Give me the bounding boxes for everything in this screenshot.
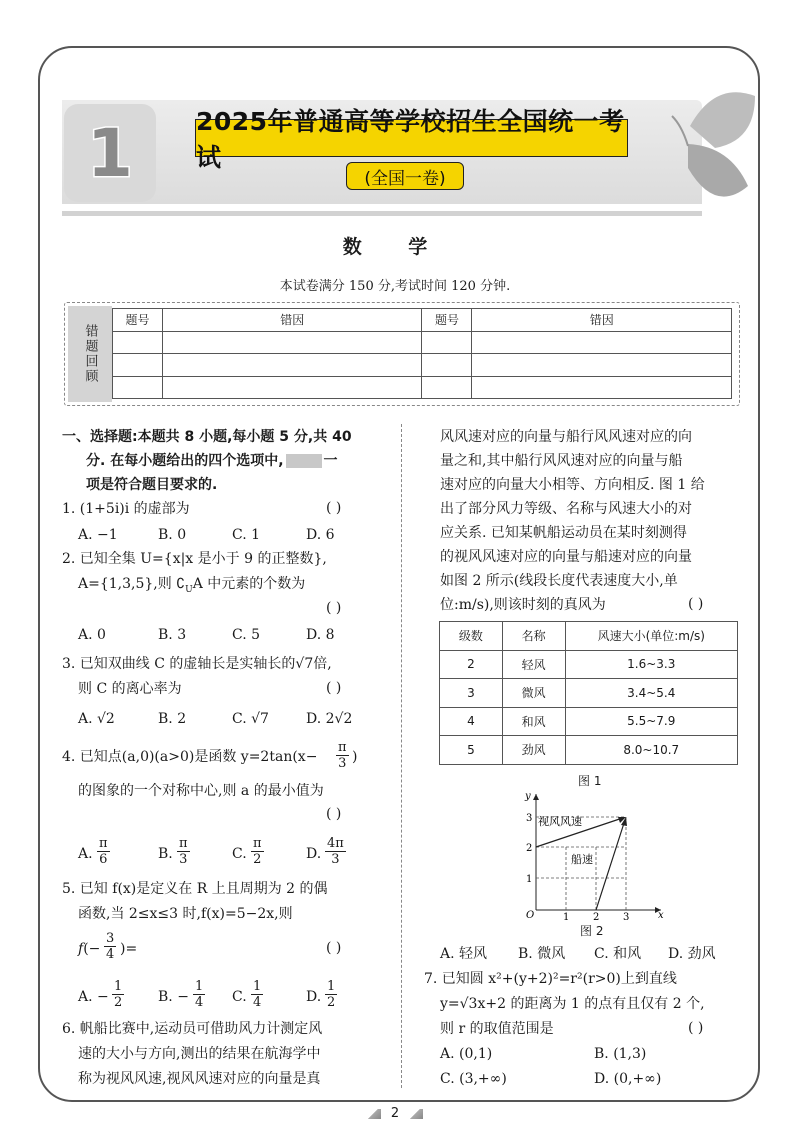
wind-scale-table bbox=[439, 621, 738, 765]
q6-answer-paren[interactable]: ( ) bbox=[688, 596, 704, 612]
q5-option-c-label[interactable]: C. bbox=[232, 989, 247, 1005]
page-number: 2 bbox=[390, 1106, 400, 1121]
q4-fraction: $\frac{\pi}{3}$ bbox=[338, 740, 347, 771]
q4-stem-line1: 4. 已知点(a,0)(a>0)是函数 y=2tan(x− bbox=[62, 749, 318, 765]
chapter-number: 1 bbox=[87, 114, 133, 192]
redacted-mark bbox=[286, 454, 322, 468]
exam-title: 2025年普通高等学校招生全国统一考试 bbox=[196, 107, 625, 172]
q3-option-b[interactable]: B. 2 bbox=[158, 711, 187, 727]
header-error-cause: 错因 bbox=[162, 309, 422, 332]
header-divider bbox=[62, 211, 702, 216]
vector-graph bbox=[516, 790, 666, 920]
q4-option-d-value: $\frac{4\pi}{3}$ bbox=[327, 836, 344, 867]
q5-option-c-value: $\frac{1}{4}$ bbox=[253, 979, 262, 1010]
x-tick-label: 1 bbox=[563, 912, 570, 920]
q7-stem-line3: 则 r 的取值范围是 bbox=[440, 1021, 554, 1037]
q4-answer-paren[interactable]: ( ) bbox=[326, 806, 342, 822]
q1-answer-paren[interactable]: ( ) bbox=[326, 500, 342, 516]
chapter-badge bbox=[64, 104, 156, 202]
q2-stem-line2: A={1,3,5},则 $∁_UA$ 中元素的个数为 bbox=[78, 576, 306, 595]
q3-option-c[interactable]: C. √7 bbox=[232, 711, 269, 727]
q3-stem-line1: 3. 已知双曲线 C 的虚轴长是实轴长的√7倍, bbox=[62, 656, 332, 672]
q7-option-b[interactable]: B. (1,3) bbox=[594, 1046, 647, 1062]
q6-stem-right-6: 的视风风速对应的向量与船速对应的向量 bbox=[440, 549, 692, 565]
table-row: 3 微风 3.4~5.4 bbox=[440, 679, 738, 708]
q4-option-d-label[interactable]: D. bbox=[306, 846, 322, 862]
q6-stem-left-2: 速的大小与方向,测出的结果在航海学中 bbox=[78, 1046, 321, 1062]
q4-option-c-label[interactable]: C. bbox=[232, 846, 247, 862]
exam-subtitle: (全国一卷) bbox=[364, 168, 446, 189]
q6-stem-left-3: 称为视风风速,视风风速对应的向量是真 bbox=[78, 1071, 321, 1087]
subject-title: 数 学 bbox=[342, 236, 448, 258]
q6-stem-right-5: 应关系. 已知某帆船运动员在某时刻测得 bbox=[440, 525, 687, 541]
q6-stem-right-3: 速对应的向量大小相等、方向相反. 图 1 给 bbox=[440, 477, 705, 493]
table-row: 2 轻风 1.6~3.3 bbox=[440, 650, 738, 679]
y-tick-label: 3 bbox=[526, 813, 533, 824]
q6-option-c[interactable]: C. 和风 bbox=[594, 946, 642, 962]
q3-option-a[interactable]: A. √2 bbox=[78, 711, 115, 727]
table-row bbox=[113, 354, 732, 377]
column-divider bbox=[401, 424, 402, 1088]
table-row bbox=[113, 376, 732, 399]
q5-option-d-value: $\frac{1}{2}$ bbox=[327, 979, 336, 1010]
q4-option-a-value: $\frac{\pi}{6}$ bbox=[99, 836, 108, 867]
q3-option-d[interactable]: D. 2√2 bbox=[306, 711, 353, 727]
label-boat-speed: 船速 bbox=[571, 853, 593, 866]
q5-stem-close: )= bbox=[120, 941, 138, 957]
q5-option-a-label[interactable]: A. − bbox=[78, 989, 109, 1005]
q6-stem-right-1: 风风速对应的向量与船行风风速对应的向 bbox=[440, 429, 692, 445]
q5-option-b-label[interactable]: B. − bbox=[158, 989, 189, 1005]
table-row bbox=[113, 331, 732, 354]
header-error-cause: 错因 bbox=[472, 309, 732, 332]
q7-answer-paren[interactable]: ( ) bbox=[688, 1020, 704, 1036]
q2-stem-line1: 2. 已知全集 U={x|x 是小于 9 的正整数}, bbox=[62, 551, 327, 567]
x-tick-label: 3 bbox=[623, 912, 630, 920]
q6-stem-right-4: 出了部分风力等级、名称与风速大小的对 bbox=[440, 501, 692, 517]
q3-stem-line2: 则 C 的离心率为 bbox=[78, 681, 182, 697]
q5-stem-line3: f(− bbox=[78, 941, 101, 957]
y-tick-label: 2 bbox=[526, 843, 533, 854]
figure2-caption: 图 2 bbox=[580, 924, 604, 938]
q5-option-b-value: $\frac{1}{4}$ bbox=[195, 979, 204, 1010]
q5-stem-line1: 5. 已知 f(x)是定义在 R 上且周期为 2 的偶 bbox=[62, 881, 328, 897]
q7-option-d[interactable]: D. (0,+∞) bbox=[594, 1071, 662, 1087]
q6-option-d[interactable]: D. 劲风 bbox=[668, 946, 716, 962]
y-tick-label: 1 bbox=[526, 874, 533, 885]
label-apparent-wind: 视风风速 bbox=[538, 815, 582, 828]
q6-stem-right-7: 如图 2 所示(线段长度代表速度大小,单 bbox=[440, 573, 678, 589]
q2-answer-paren[interactable]: ( ) bbox=[326, 600, 342, 616]
x-tick-label: 2 bbox=[593, 912, 600, 920]
q4-close-paren: ) bbox=[352, 749, 358, 765]
q2-option-d[interactable]: D. 8 bbox=[306, 627, 335, 643]
q4-option-b-value: $\frac{\pi}{3}$ bbox=[179, 836, 188, 867]
q5-fraction: $\frac{3}{4}$ bbox=[106, 931, 115, 962]
x-axis-label: x bbox=[658, 910, 664, 920]
section-heading-line3: 项是符合题目要求的. bbox=[86, 477, 218, 493]
q7-option-a[interactable]: A. (0,1) bbox=[440, 1046, 493, 1062]
origin-label: O bbox=[526, 910, 535, 920]
section-heading-line2: 分. 在每小题给出的四个选项中, 一 bbox=[86, 453, 338, 469]
section-heading-line1: 一、选择题:本题共 8 小题,每小题 5 分,共 40 bbox=[62, 429, 352, 445]
error-review-label-box bbox=[68, 306, 112, 402]
header-question-no: 题号 bbox=[422, 309, 472, 332]
q5-option-d-label[interactable]: D. bbox=[306, 989, 322, 1005]
q4-option-c-value: $\frac{\pi}{2}$ bbox=[253, 836, 262, 867]
q3-answer-paren[interactable]: ( ) bbox=[326, 680, 342, 696]
figure1-caption: 图 1 bbox=[578, 774, 602, 788]
q1-stem: 1. (1+5i)i 的虚部为 bbox=[62, 501, 190, 517]
y-axis-label: y bbox=[525, 791, 531, 802]
footer-mark-icon bbox=[367, 1109, 381, 1119]
title-banner bbox=[195, 107, 628, 172]
q1-option-a[interactable]: A. −1 bbox=[78, 527, 118, 543]
q2-option-a[interactable]: A. 0 bbox=[78, 627, 106, 643]
y-axis-arrow bbox=[533, 794, 539, 800]
q6-stem-left-1: 6. 帆船比赛中,运动员可借助风力计测定风 bbox=[62, 1021, 323, 1037]
page-footer bbox=[0, 1106, 790, 1121]
q6-stem-right-2: 量之和,其中船行风风速对应的向量与船 bbox=[440, 453, 683, 469]
table-row: 5 劲风 8.0~10.7 bbox=[440, 736, 738, 765]
q4-option-a-label[interactable]: A. bbox=[78, 846, 93, 862]
q1-option-d[interactable]: D. 6 bbox=[306, 527, 335, 543]
q7-stem-line2: y=√3x+2 的距离为 1 的点有且仅有 2 个, bbox=[440, 996, 705, 1012]
error-review-label: 错题回顾 bbox=[82, 324, 98, 384]
footer-mark-icon bbox=[409, 1109, 423, 1119]
butterfly-icon bbox=[660, 86, 760, 216]
table-row: 4 和风 5.5~7.9 bbox=[440, 707, 738, 736]
q7-stem-line1: 7. 已知圆 x²+(y+2)²=r²(r>0)上到直线 bbox=[424, 971, 677, 987]
q1-option-b[interactable]: B. 0 bbox=[158, 527, 187, 543]
q5-option-a-value: $\frac{1}{2}$ bbox=[114, 979, 123, 1010]
exam-info: 本试卷满分 150 分,考试时间 120 分钟. bbox=[279, 279, 511, 294]
q4-stem-line2: 的图象的一个对称中心,则 a 的最小值为 bbox=[78, 783, 324, 799]
q7-option-c[interactable]: C. (3,+∞) bbox=[440, 1071, 507, 1087]
q2-option-b[interactable]: B. 3 bbox=[158, 627, 187, 643]
table-header-row: 级数 名称 风速大小(单位:m/s) bbox=[440, 622, 738, 651]
q6-stem-right-8: 位:m/s),则该时刻的真风为 bbox=[440, 597, 606, 613]
error-review-table bbox=[112, 308, 732, 399]
q1-option-c[interactable]: C. 1 bbox=[232, 527, 261, 543]
q6-option-a[interactable]: A. 轻风 bbox=[440, 946, 488, 962]
q4-option-b-label[interactable]: B. bbox=[158, 846, 173, 862]
subtitle-banner bbox=[346, 162, 464, 190]
q6-option-b[interactable]: B. 微风 bbox=[518, 946, 566, 962]
boat-speed-vector bbox=[596, 820, 625, 910]
q5-answer-paren[interactable]: ( ) bbox=[326, 940, 342, 956]
q5-stem-line2: 函数,当 2≤x≤3 时,f(x)=5−2x,则 bbox=[78, 906, 293, 922]
header-question-no: 题号 bbox=[113, 309, 163, 332]
q2-option-c[interactable]: C. 5 bbox=[232, 627, 261, 643]
